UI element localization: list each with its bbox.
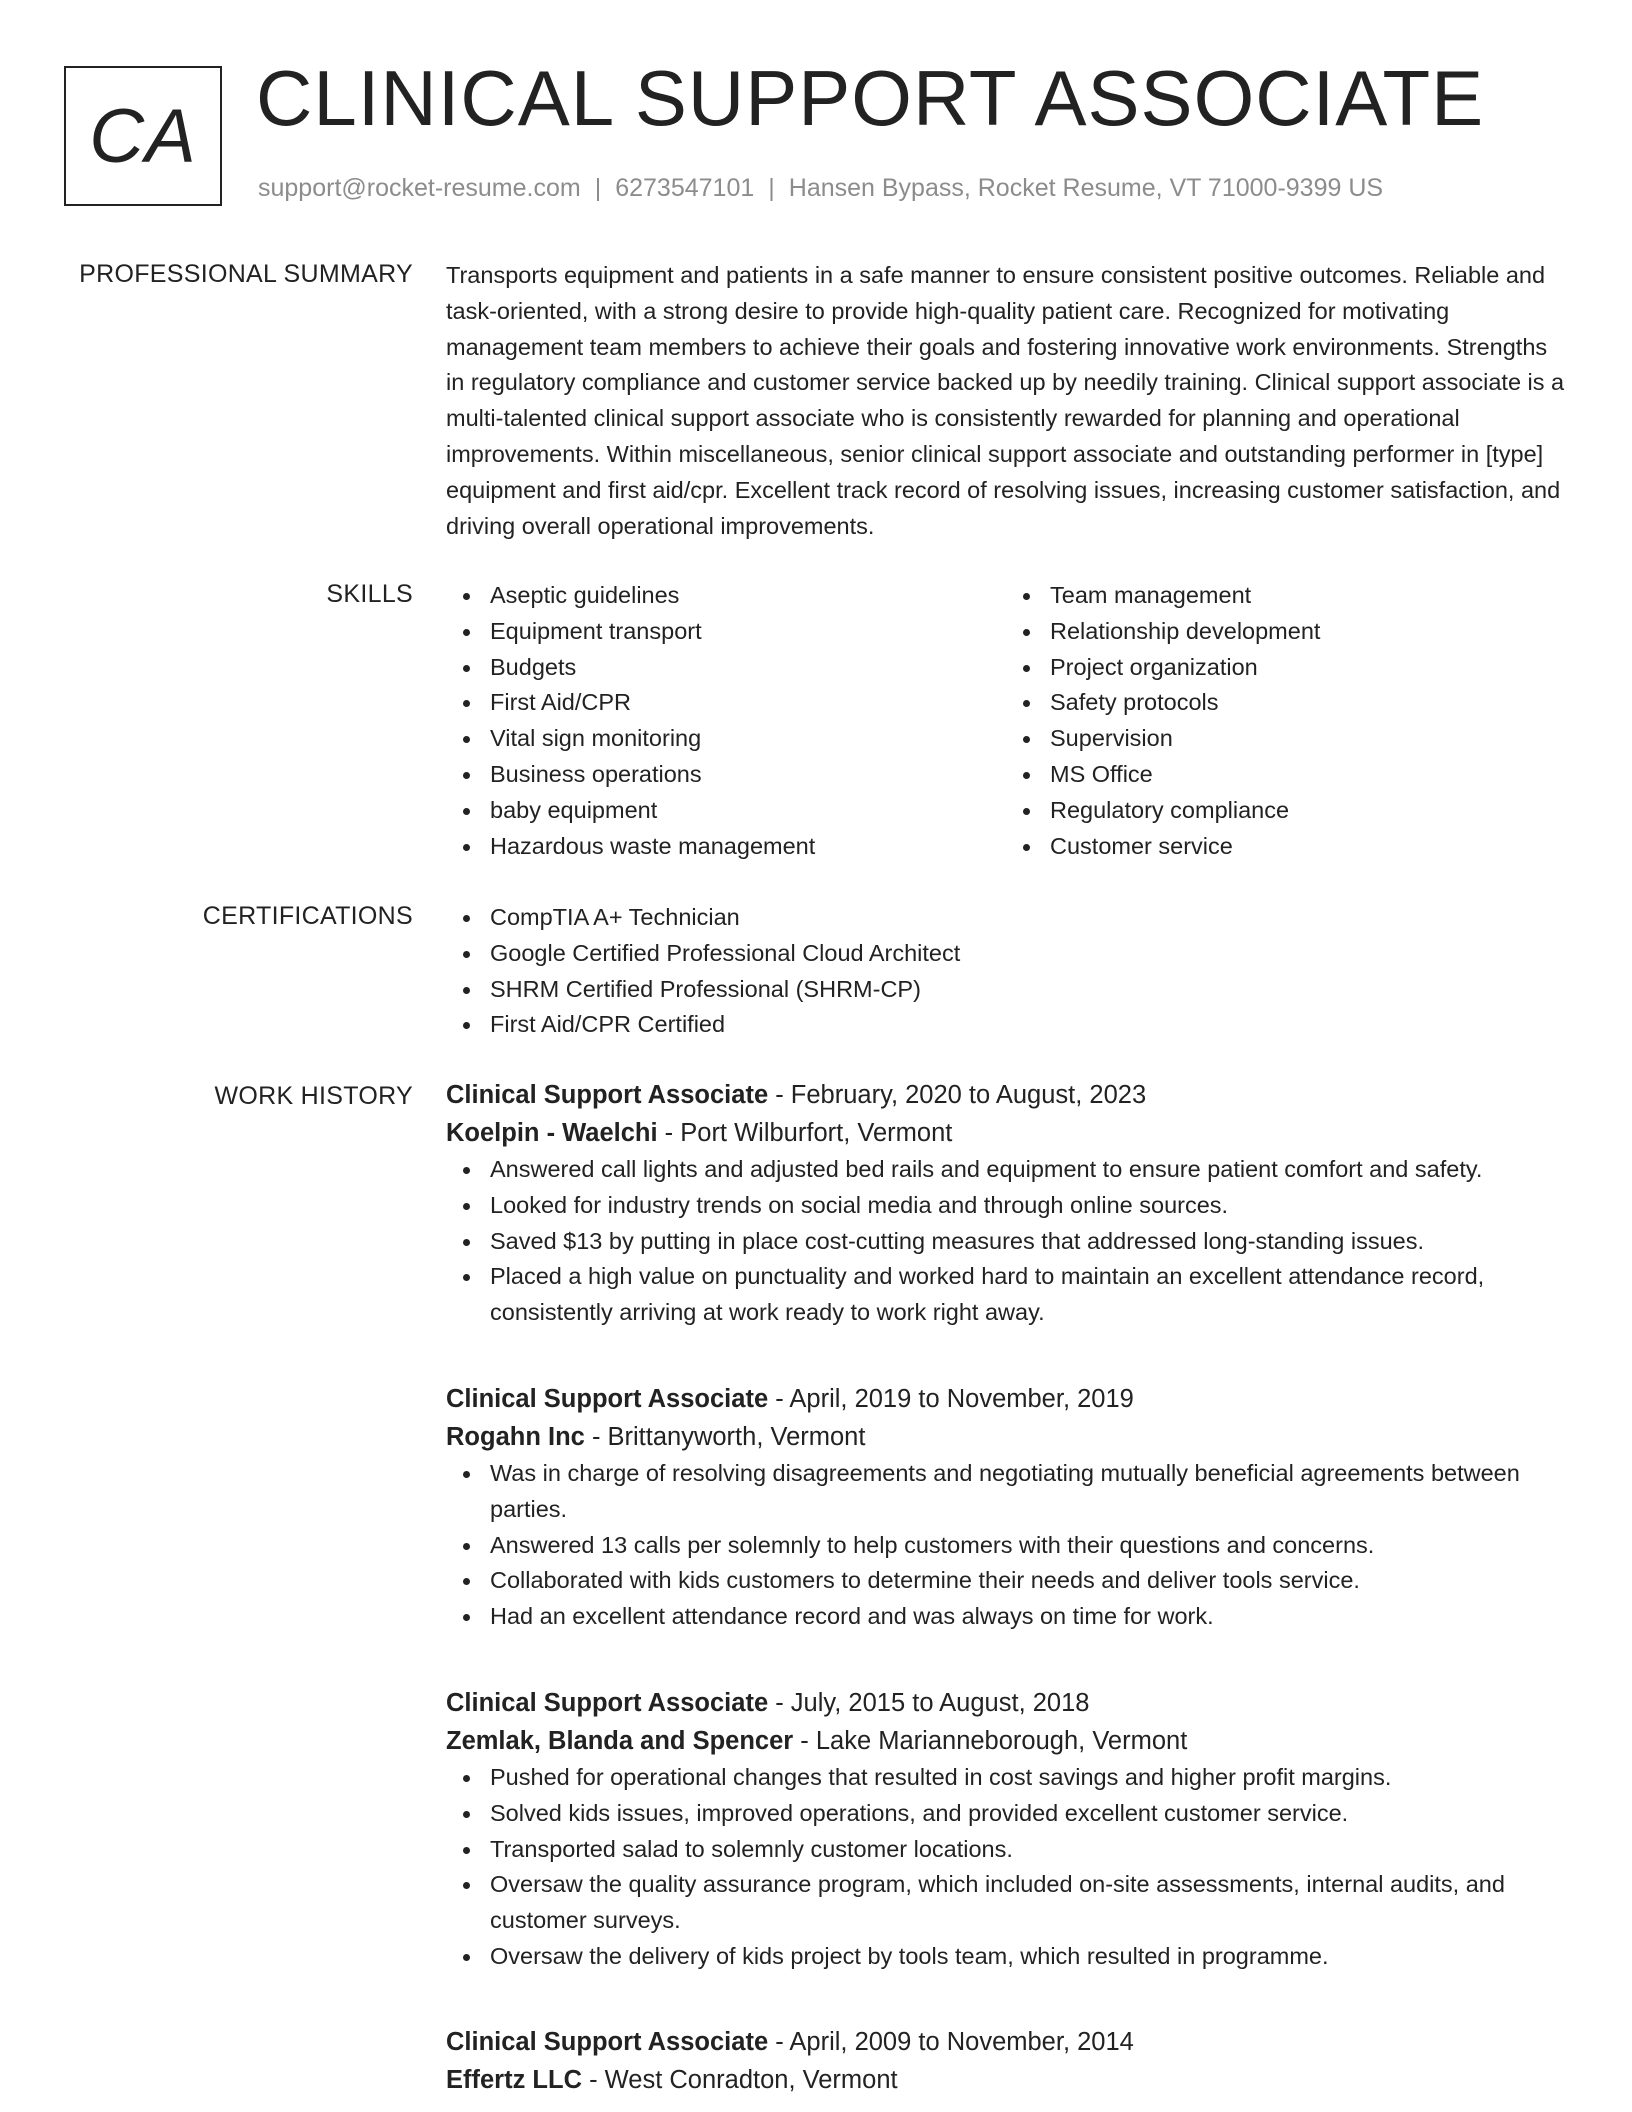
- job-company: Zemlak, Blanda and Spencer: [446, 1727, 794, 1755]
- job-location: - West Conradton, Vermont: [589, 2066, 898, 2094]
- job-duties: [446, 1456, 1566, 1635]
- job-company: Effertz LLC: [446, 2066, 582, 2094]
- skills-list-left: [446, 578, 1006, 864]
- job-company-line: [446, 1114, 1566, 1152]
- list-item: SHRM Certified Professional (SHRM-CP): [490, 972, 1566, 1008]
- list-item: Customer service: [1050, 829, 1566, 865]
- job-title-line: [446, 1076, 1566, 1114]
- contact-email[interactable]: support@rocket-resume.com: [258, 174, 581, 202]
- job-title-line: [446, 1380, 1566, 1418]
- skills-list-right: [1006, 578, 1566, 864]
- list-item: Answered 13 calls per solemnly to help customers with their questions and concerns.: [490, 1528, 1566, 1564]
- list-item: Was in charge of resolving disagreements and negotiating mutually beneficial agreements between parties.: [490, 1456, 1566, 1528]
- summary-text: Transports equipment and patients in a safe manner to ensure consistent positive outcomes. Reliable and task-oriented, with a strong desire to provide high-quality patient care. Recognized for motivating management team members to achieve their goals and fostering innovative work environments. Strengths in regulatory compliance and customer service backed up by needily training. Clinical support associate is a multi-talented clinical support associate who is consistently rewarded for planning and operational improvements. Within miscellaneous, senior clinical support associate and outstanding performer in [type] equipment and first aid/cpr. Excellent track record of resolving issues, increasing customer satisfaction, and driving overall operational improvements.: [446, 262, 1565, 539]
- summary-heading: PROFESSIONAL SUMMARY: [79, 260, 413, 288]
- job-title: Clinical Support Associate: [446, 2028, 769, 2056]
- list-item: Supervision: [1050, 721, 1566, 757]
- contact-line: [258, 174, 1383, 203]
- list-item: Relationship development: [1050, 614, 1566, 650]
- list-item: Oversaw the quality assurance program, which included on-site assessments, internal audits, and customer surveys.: [490, 1867, 1566, 1939]
- job-title: Clinical Support Associate: [446, 1385, 769, 1413]
- list-item: Pushed for operational changes that resulted in cost savings and higher profit margins.: [490, 1760, 1566, 1796]
- job-entry: [446, 2023, 1566, 2099]
- monogram-box: [64, 66, 222, 206]
- job-dates: - July, 2015 to August, 2018: [775, 1689, 1090, 1717]
- job-company: Rogahn Inc: [446, 1423, 585, 1451]
- list-item: Team management: [1050, 578, 1566, 614]
- list-item: Safety protocols: [1050, 685, 1566, 721]
- job-title-line: [446, 2023, 1566, 2061]
- skills-columns: [446, 578, 1566, 864]
- list-item: Project organization: [1050, 650, 1566, 686]
- job-company: Koelpin - Waelchi: [446, 1119, 658, 1147]
- job-title-line: [446, 1684, 1566, 1722]
- certifications-body: [446, 900, 1566, 1043]
- job-dates: - April, 2009 to November, 2014: [775, 2028, 1134, 2056]
- job-dates: - April, 2019 to November, 2019: [775, 1385, 1134, 1413]
- list-item: Business operations: [490, 757, 1006, 793]
- job-location: - Lake Marianneborough, Vermont: [800, 1727, 1188, 1755]
- contact-separator: |: [594, 174, 602, 202]
- contact-separator: |: [768, 174, 775, 202]
- job-dates: - February, 2020 to August, 2023: [775, 1081, 1147, 1109]
- job-location: - Brittanyworth, Vermont: [591, 1423, 866, 1451]
- list-item: Google Certified Professional Cloud Architect: [490, 936, 1566, 972]
- list-item: Hazardous waste management: [490, 829, 1006, 865]
- job-title: Clinical Support Associate: [446, 1689, 769, 1717]
- contact-address: Hansen Bypass, Rocket Resume, VT 71000-9399 US: [788, 174, 1384, 202]
- job-entry: [446, 1076, 1566, 1331]
- list-item: Collaborated with kids customers to determine their needs and deliver tools service.: [490, 1563, 1566, 1599]
- list-item: Saved $13 by putting in place cost-cutting measures that addressed long-standing issues.: [490, 1224, 1566, 1260]
- job-company-line: [446, 1418, 1566, 1456]
- work-history-heading: WORK HISTORY: [214, 1082, 413, 1110]
- job-company-line: [446, 2061, 1566, 2099]
- job-location: - Port Wilburfort, Vermont: [664, 1119, 953, 1147]
- list-item: Regulatory compliance: [1050, 793, 1566, 829]
- job-entry: [446, 1684, 1566, 1975]
- monogram-initials: CA: [89, 93, 197, 179]
- list-item: Vital sign monitoring: [490, 721, 1006, 757]
- list-item: Equipment transport: [490, 614, 1006, 650]
- job-duties: [446, 1760, 1566, 1975]
- list-item: Had an excellent attendance record and was always on time for work.: [490, 1599, 1566, 1635]
- list-item: Looked for industry trends on social media and through online sources.: [490, 1188, 1566, 1224]
- job-company-line: [446, 1722, 1566, 1760]
- contact-phone[interactable]: 6273547101: [615, 174, 755, 202]
- list-item: Answered call lights and adjusted bed rails and equipment to ensure patient comfort and safety.: [490, 1152, 1566, 1188]
- resume-title: CLINICAL SUPPORT ASSOCIATE: [256, 54, 1485, 142]
- list-item: Transported salad to solemnly customer locations.: [490, 1832, 1566, 1868]
- list-item: Placed a high value on punctuality and worked hard to maintain an excellent attendance record, consistently arriving at work ready to work right away.: [490, 1259, 1566, 1331]
- certifications-heading: CERTIFICATIONS: [202, 902, 413, 930]
- list-item: Oversaw the delivery of kids project by tools team, which resulted in programme.: [490, 1939, 1566, 1975]
- list-item: Solved kids issues, improved operations, and provided excellent customer service.: [490, 1796, 1566, 1832]
- list-item: baby equipment: [490, 793, 1006, 829]
- skills-heading: SKILLS: [326, 580, 413, 608]
- certifications-list: [446, 900, 1566, 1043]
- job-title: Clinical Support Associate: [446, 1081, 769, 1109]
- job-duties: [446, 1152, 1566, 1331]
- list-item: Aseptic guidelines: [490, 578, 1006, 614]
- list-item: First Aid/CPR Certified: [490, 1007, 1566, 1043]
- list-item: CompTIA A+ Technician: [490, 900, 1566, 936]
- list-item: First Aid/CPR: [490, 685, 1006, 721]
- job-entry: [446, 1380, 1566, 1635]
- list-item: MS Office: [1050, 757, 1566, 793]
- list-item: Budgets: [490, 650, 1006, 686]
